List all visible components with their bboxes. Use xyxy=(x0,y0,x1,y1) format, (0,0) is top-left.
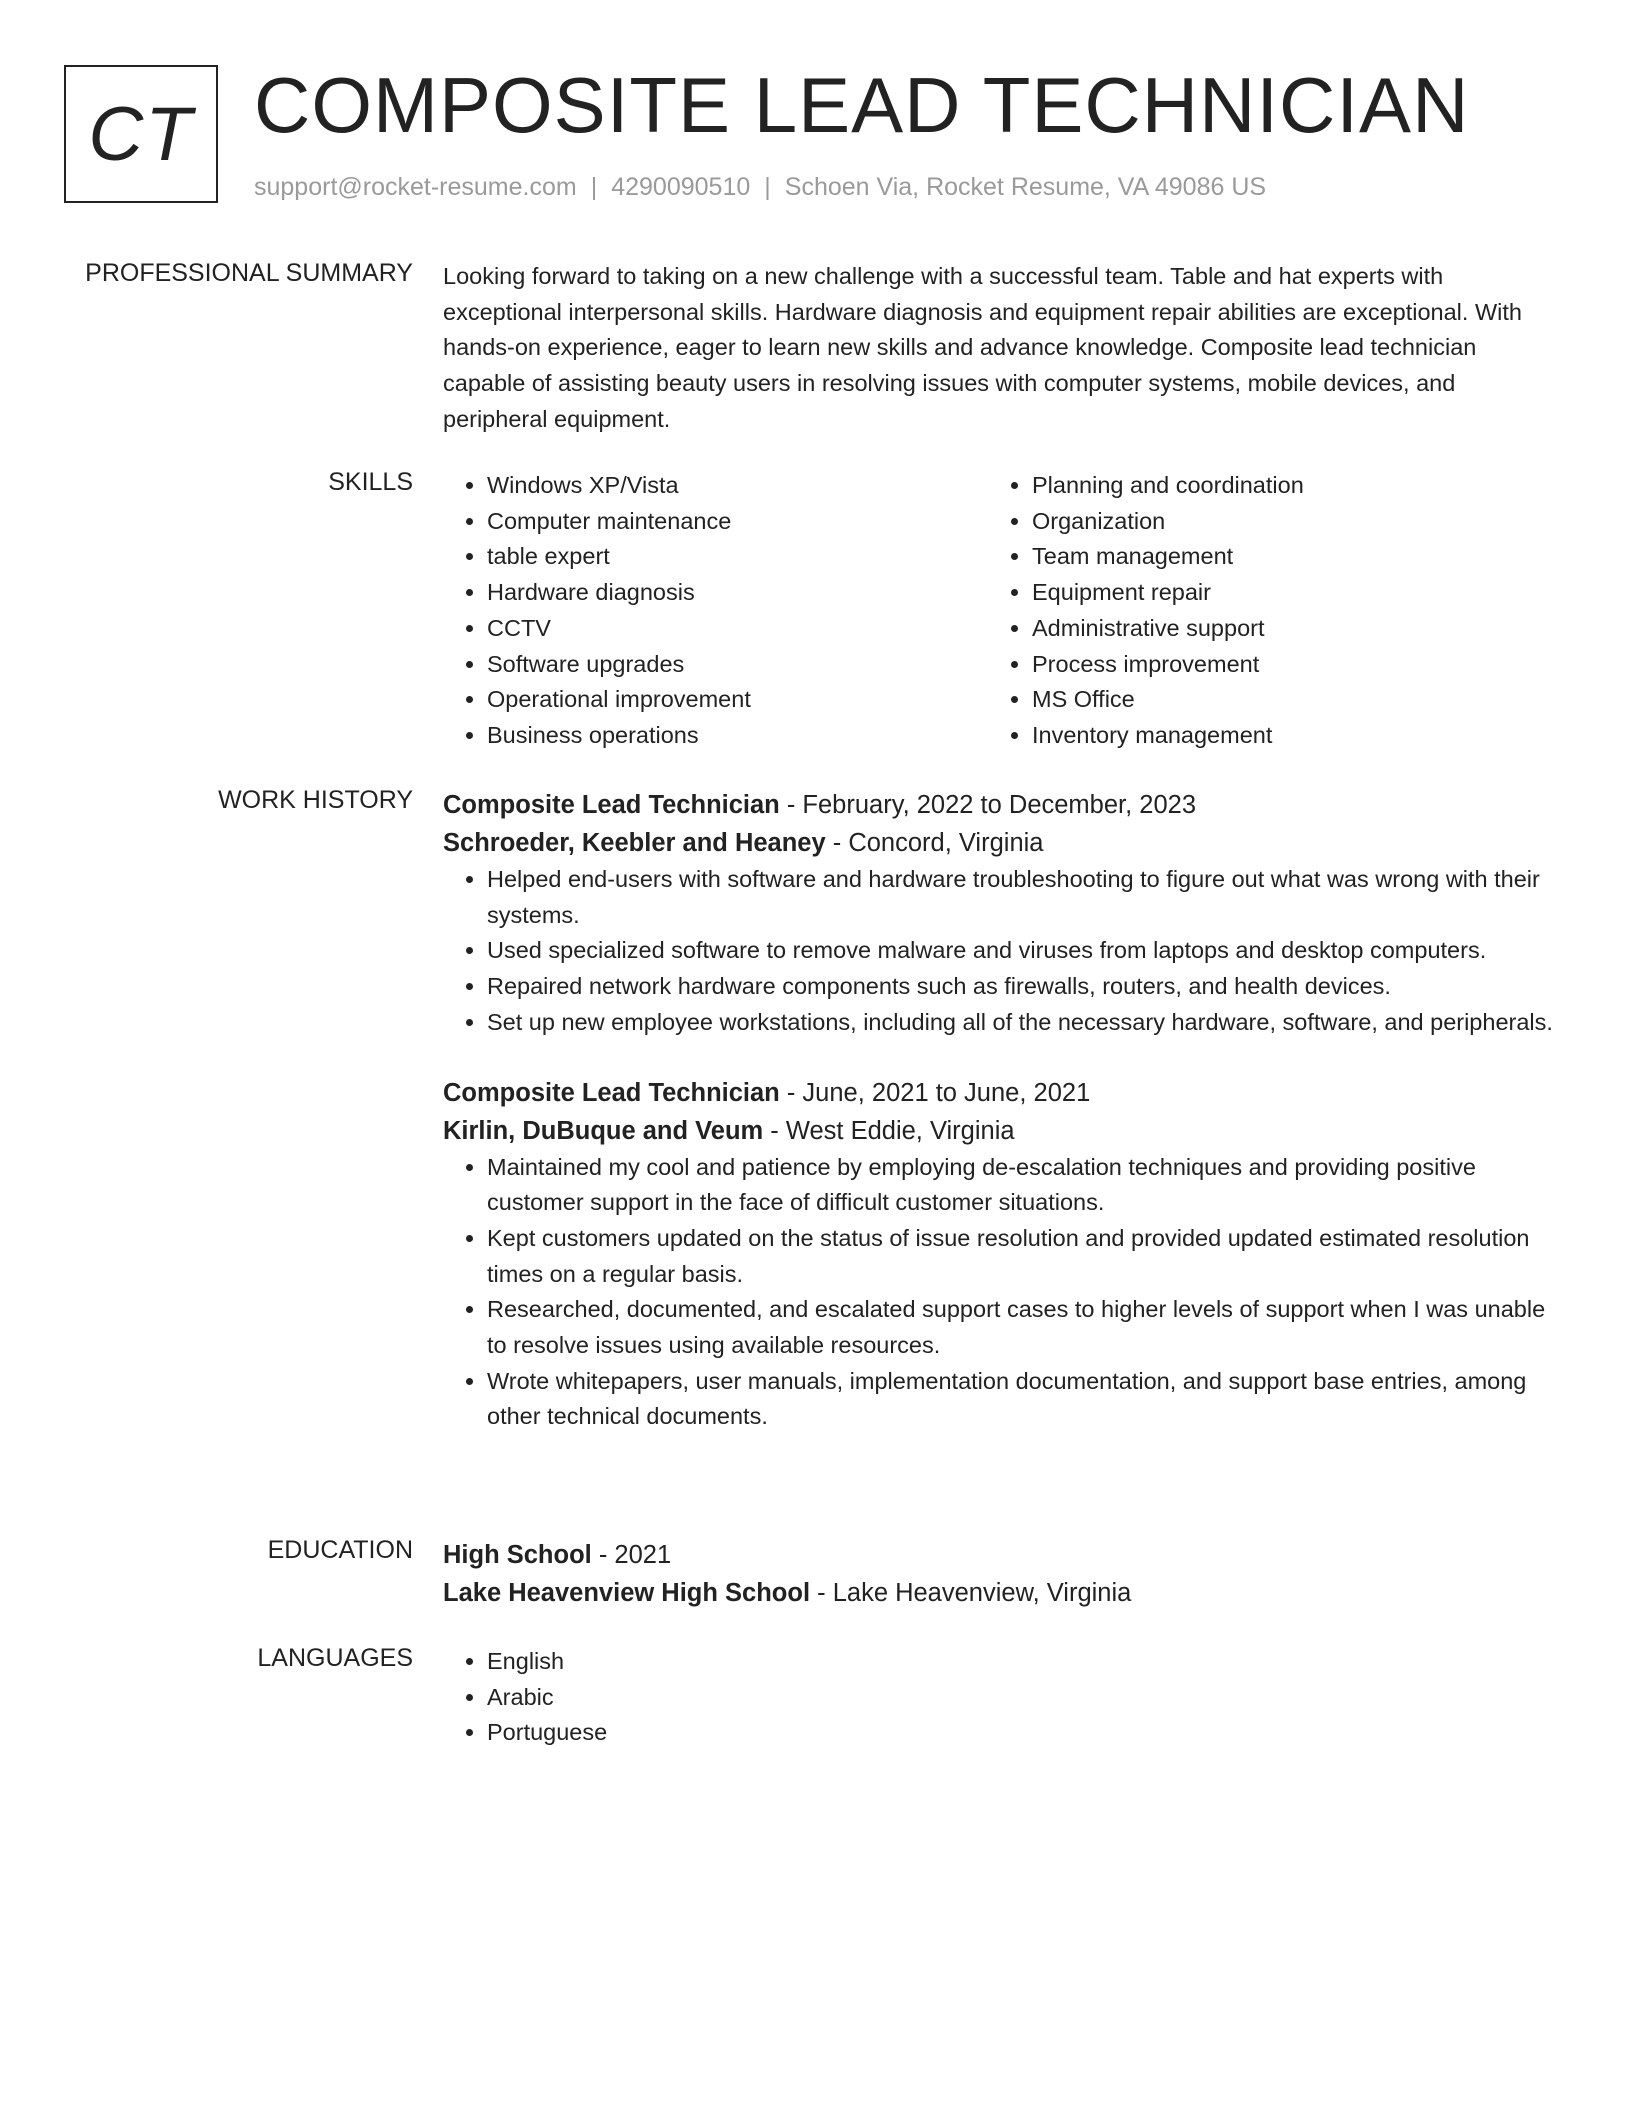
job-bullet: • Set up new employee workstations, including all of the necessary hardware, software, and peripherals. xyxy=(487,1005,1563,1041)
skill-item: • Team management xyxy=(1032,539,1533,575)
skill-item: • Hardware diagnosis xyxy=(487,575,988,611)
languages-body xyxy=(443,1644,1563,1751)
monogram-initials: CT xyxy=(64,65,218,203)
contact-separator: | xyxy=(590,173,598,201)
contact-email: support@rocket-resume.com xyxy=(254,173,577,201)
contact-address: Schoen Via, Rocket Resume, VA 49086 US xyxy=(784,173,1267,201)
work-history-body xyxy=(443,786,1563,1435)
skill-item: • CCTV xyxy=(487,611,988,647)
job-title: Composite Lead Technician xyxy=(443,791,780,819)
job-entry xyxy=(443,1074,1563,1436)
language-item: • Portuguese xyxy=(487,1715,1563,1751)
job-bullet: • Used specialized software to remove malware and viruses from laptops and desktop computers. xyxy=(487,933,1563,969)
skills-columns xyxy=(443,468,1563,754)
job-bullet: • Wrote whitepapers, user manuals, implementation documentation, and support base entries, among other technical documents. xyxy=(487,1364,1563,1435)
skills-column-right xyxy=(988,468,1533,754)
skill-item: • table expert xyxy=(487,539,988,575)
summary-text: Looking forward to taking on a new challenge with a successful team. Table and hat experts with exceptional interpersonal skills. Hardware diagnosis and equipment repair abilities are exceptional. With hands-on experience, eager to learn new skills and advance knowledge. Composite lead technician capable of assisting beauty users in resolving issues with computer systems, mobile devices, and peripheral equipment. xyxy=(443,263,1522,432)
job-location: - West Eddie, Virginia xyxy=(763,1116,1015,1145)
job-company: Kirlin, DuBuque and Veum xyxy=(443,1116,764,1145)
job-bullet: • Researched, documented, and escalated support cases to higher levels of support when I was unable to resolve issues using available resources. xyxy=(487,1292,1563,1363)
language-item: • English xyxy=(487,1644,1563,1680)
job-company-line xyxy=(443,824,1563,862)
skill-item: • Planning and coordination xyxy=(1032,468,1533,504)
job-dates: - June, 2021 to June, 2021 xyxy=(779,1078,1091,1107)
job-bullet: • Repaired network hardware components such as firewalls, routers, and health devices. xyxy=(487,969,1563,1005)
job-entry xyxy=(443,786,1563,1041)
education-body xyxy=(443,1536,1563,1612)
job-bullets xyxy=(443,1150,1563,1436)
skills-column-left xyxy=(443,468,988,754)
skill-item: • Operational improvement xyxy=(487,682,988,718)
section-label-summary: PROFESSIONAL SUMMARY xyxy=(85,259,413,287)
skill-item: • Inventory management xyxy=(1032,718,1533,754)
job-title-line xyxy=(443,786,1563,824)
job-bullets xyxy=(443,862,1563,1041)
contact-separator: | xyxy=(764,173,771,201)
skill-item: • Administrative support xyxy=(1032,611,1533,647)
skill-item: • Windows XP/Vista xyxy=(487,468,988,504)
job-bullet: • Maintained my cool and patience by employing de-escalation techniques and providing positive customer support in the face of difficult customer situations. xyxy=(487,1150,1563,1221)
contact-phone: 4290090510 xyxy=(611,173,751,201)
section-label-education: EDUCATION xyxy=(267,1536,413,1564)
skill-item: • Process improvement xyxy=(1032,647,1533,683)
skill-item: • Organization xyxy=(1032,504,1533,540)
skill-item: • Software upgrades xyxy=(487,647,988,683)
education-year: - 2021 xyxy=(591,1541,672,1569)
resume-header xyxy=(64,61,1564,215)
education-location: - Lake Heavenview, Virginia xyxy=(810,1579,1132,1607)
contact-line xyxy=(254,173,1266,202)
skill-item: • Business operations xyxy=(487,718,988,754)
skill-item: • MS Office xyxy=(1032,682,1533,718)
language-item: • Arabic xyxy=(487,1680,1563,1716)
job-dates: - February, 2022 to December, 2023 xyxy=(779,791,1197,819)
languages-list xyxy=(443,1644,1563,1751)
job-location: - Concord, Virginia xyxy=(825,829,1044,857)
job-bullet: • Kept customers updated on the status of issue resolution and provided updated estimated resolution times on a regular basis. xyxy=(487,1221,1563,1292)
education-school: Lake Heavenview High School xyxy=(443,1579,811,1607)
section-label-skills: SKILLS xyxy=(328,468,413,496)
section-label-work-history: WORK HISTORY xyxy=(218,786,413,814)
job-company: Schroeder, Keebler and Heaney xyxy=(443,829,826,857)
education-school-line xyxy=(443,1574,1563,1612)
section-label-languages: LANGUAGES xyxy=(257,1644,413,1672)
job-company-line xyxy=(443,1112,1563,1150)
job-bullet: • Helped end-users with software and hardware troubleshooting to figure out what was wrong with their systems. xyxy=(487,862,1563,933)
candidate-name: COMPOSITE LEAD TECHNICIAN xyxy=(254,61,1470,149)
skill-item: • Computer maintenance xyxy=(487,504,988,540)
education-degree: High School xyxy=(443,1541,592,1569)
job-title: Composite Lead Technician xyxy=(443,1078,780,1107)
education-degree-line xyxy=(443,1536,1563,1574)
job-title-line xyxy=(443,1074,1563,1112)
skill-item: • Equipment repair xyxy=(1032,575,1533,611)
